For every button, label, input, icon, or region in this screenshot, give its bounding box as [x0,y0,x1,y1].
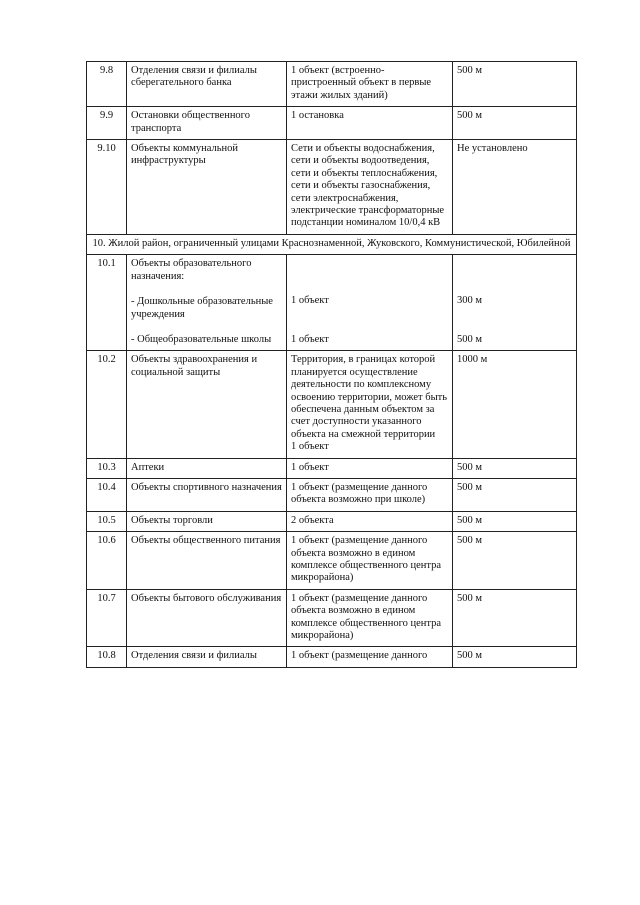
facility-count: 1 объект (размещение данного объекта возможно в едином комплексе общественного центра микрорайона) [287,532,453,590]
facilities-table [86,61,577,668]
accessibility-radius: 500 м [453,62,577,107]
row-number: 10.4 [87,478,127,511]
facility-name-cell [127,255,287,351]
facility-name: Отделения связи и филиалы [127,647,287,667]
accessibility-radius: 500 м [453,458,577,478]
facility-count: 1 объект [287,458,453,478]
table-row [87,255,577,351]
facility-name: Объекты бытового обслуживания [127,589,287,647]
facility-subtype: - Дошкольные образовательные учреждения [131,296,273,320]
facility-count: 1 объект (размещение данного объекта возможно при школе) [287,478,453,511]
row-number: 10.7 [87,589,127,647]
table-row [87,478,577,511]
facility-name: Аптеки [127,458,287,478]
facility-subtype: - Общеобразовательные школы [131,333,272,345]
facility-count: 2 объекта [287,511,453,531]
table-row [87,511,577,531]
accessibility-radius: 500 м [453,647,577,667]
facility-count: 1 остановка [287,107,453,140]
facility-count: Территория, в границах которой планируется осуществление деятельности по комплексному освоению территории, может быть обеспечена данным объектом за счет доступности указанного объекта на смежной территории 1 объект [287,351,453,458]
accessibility-radius: 500 м [453,478,577,511]
row-number: 9.9 [87,107,127,140]
row-number: 10.6 [87,532,127,590]
table-row [87,140,577,235]
row-number: 10.5 [87,511,127,531]
section-header-row [87,234,577,254]
table-row [87,107,577,140]
row-number: 10.1 [87,255,127,351]
accessibility-radius: 500 м [453,511,577,531]
accessibility-radius: 500 м [453,107,577,140]
facility-name: Объекты коммунальной инфраструктуры [127,140,287,235]
facility-count: Сети и объекты водоснабжения, сети и объекты водоотведения, сети и объекты теплоснабжения, сети и объекты газоснабжения, сети электроснабжения, электрические трансформаторные подстанции номиналом 10/0,4 кВ [287,140,453,235]
table-row [87,647,577,667]
facility-count: 1 объект [291,333,329,345]
facility-name: Объекты здравоохранения и социальной защиты [127,351,287,458]
facility-count: 1 объект (встроенно-пристроенный объект в первые этажи жилых зданий) [287,62,453,107]
accessibility-radius: 500 м [453,589,577,647]
facility-name: Отделения связи и филиалы сберегательного банка [127,62,287,107]
accessibility-radius: 1000 м [453,351,577,458]
row-number: 10.2 [87,351,127,458]
facility-count: 1 объект (размещение данного [287,647,453,667]
row-number: 9.8 [87,62,127,107]
accessibility-radius: Не установлено [453,140,577,235]
facility-name: Объекты торговли [127,511,287,531]
section-title: 10. Жилой район, ограниченный улицами Краснознаменной, Жуковского, Коммунистической, Юбилейной [87,234,577,254]
facility-count-cell [287,255,453,351]
table-row [87,458,577,478]
table-row [87,62,577,107]
row-number: 9.10 [87,140,127,235]
accessibility-radius-cell [453,255,577,351]
accessibility-radius: 500 м [457,333,483,345]
facility-name: Объекты образовательного назначения: [131,258,252,282]
facility-name: Остановки общественного транспорта [127,107,287,140]
table-row [87,589,577,647]
facility-count: 1 объект [291,295,329,307]
row-number: 10.3 [87,458,127,478]
accessibility-radius: 300 м [457,295,483,307]
table-row [87,351,577,458]
facility-name: Объекты общественного питания [127,532,287,590]
accessibility-radius: 500 м [453,532,577,590]
facility-count: 1 объект (размещение данного объекта возможно в едином комплексе общественного центра микрорайона) [287,589,453,647]
facility-name: Объекты спортивного назначения [127,478,287,511]
row-number: 10.8 [87,647,127,667]
table-row [87,532,577,590]
